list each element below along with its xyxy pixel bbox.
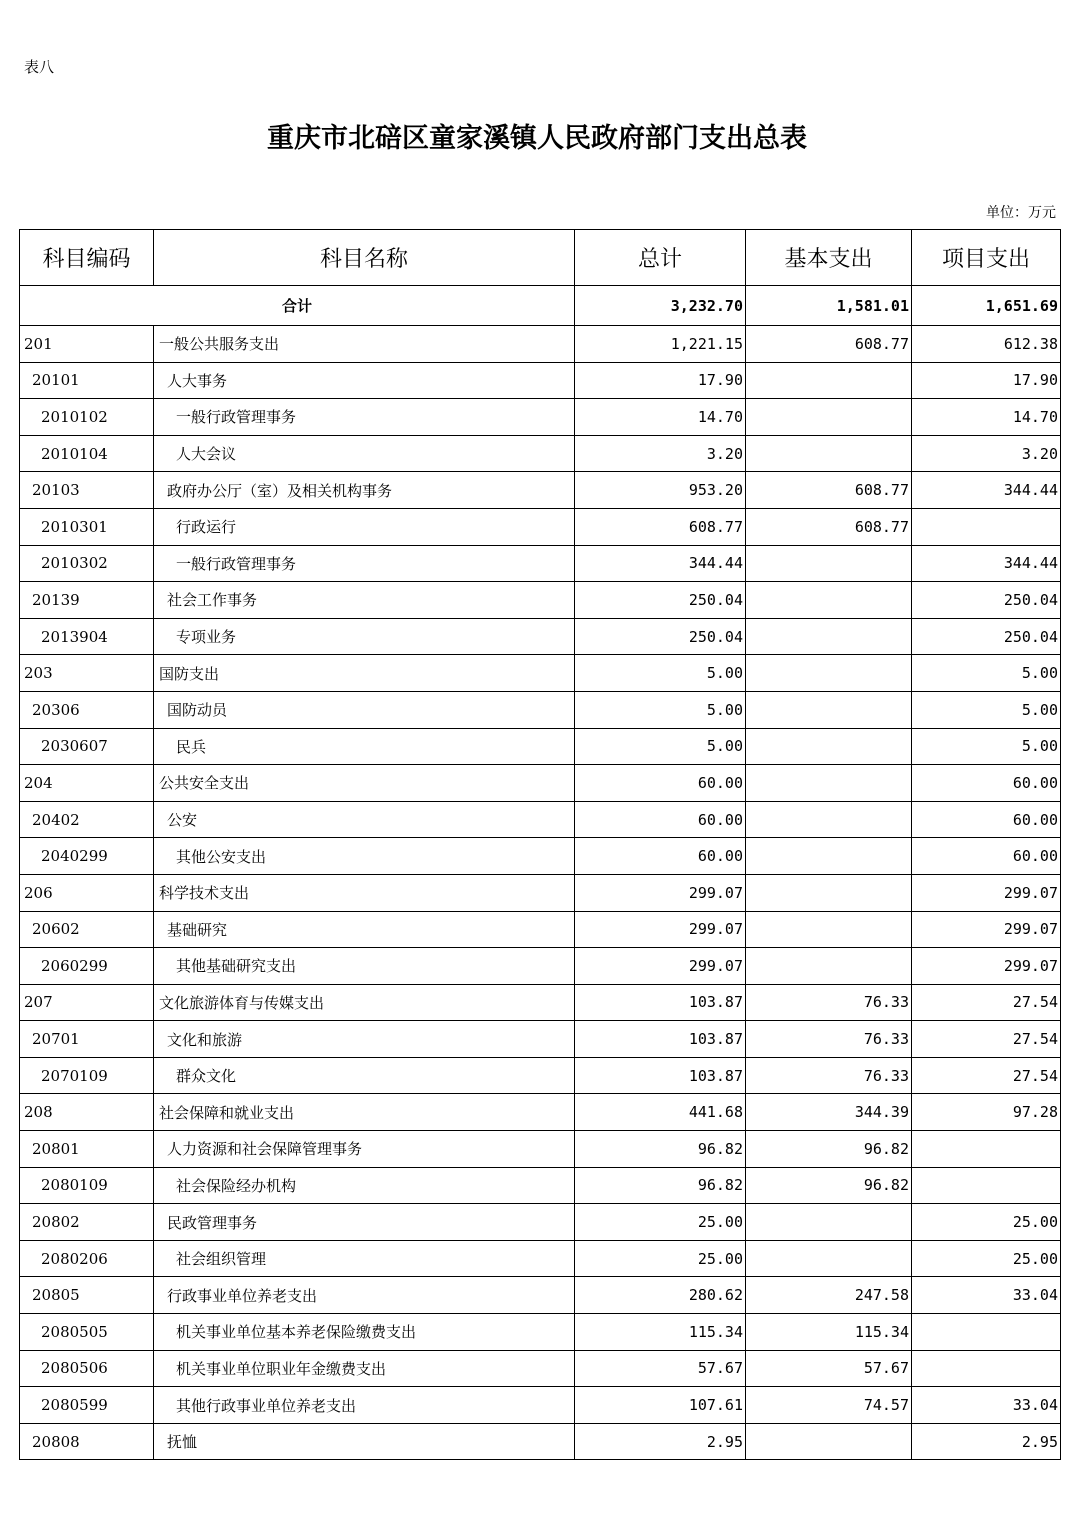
row-code: 20139	[20, 582, 154, 619]
row-code: 20602	[20, 911, 154, 948]
row-project: 33.04	[912, 1277, 1061, 1314]
header-name: 科目名称	[154, 230, 575, 286]
row-basic	[746, 838, 912, 875]
table-row	[20, 874, 1061, 911]
row-total: 57.67	[575, 1350, 746, 1387]
row-project: 299.07	[912, 911, 1061, 948]
row-project: 25.00	[912, 1204, 1061, 1241]
table-row	[20, 911, 1061, 948]
row-total: 299.07	[575, 874, 746, 911]
row-total: 107.61	[575, 1387, 746, 1424]
row-total: 14.70	[575, 399, 746, 436]
row-name: 人大会议	[154, 435, 575, 472]
row-name: 抚恤	[154, 1423, 575, 1460]
row-project: 97.28	[912, 1094, 1061, 1131]
row-project: 27.54	[912, 984, 1061, 1021]
row-basic	[746, 801, 912, 838]
total-project: 1,651.69	[912, 286, 1061, 326]
row-code: 2060299	[20, 948, 154, 985]
row-project: 3.20	[912, 435, 1061, 472]
row-total: 1,221.15	[575, 326, 746, 363]
row-code: 2080506	[20, 1350, 154, 1387]
row-name: 科学技术支出	[154, 874, 575, 911]
row-total: 299.07	[575, 911, 746, 948]
row-total: 250.04	[575, 618, 746, 655]
row-basic	[746, 618, 912, 655]
row-total: 250.04	[575, 582, 746, 619]
row-basic	[746, 399, 912, 436]
table-row	[20, 948, 1061, 985]
table-row	[20, 691, 1061, 728]
table-row	[20, 728, 1061, 765]
row-basic: 57.67	[746, 1350, 912, 1387]
expenditure-table	[19, 229, 1061, 1460]
row-code: 20402	[20, 801, 154, 838]
row-basic: 608.77	[746, 472, 912, 509]
row-project: 250.04	[912, 618, 1061, 655]
total-row	[20, 286, 1061, 326]
row-basic	[746, 1240, 912, 1277]
row-name: 一般行政管理事务	[154, 399, 575, 436]
row-name: 群众文化	[154, 1057, 575, 1094]
row-total: 103.87	[575, 984, 746, 1021]
row-basic	[746, 655, 912, 692]
table-row	[20, 984, 1061, 1021]
table-row	[20, 545, 1061, 582]
row-code: 2070109	[20, 1057, 154, 1094]
table-row	[20, 1387, 1061, 1424]
row-total: 5.00	[575, 728, 746, 765]
row-code: 2010302	[20, 545, 154, 582]
header-total: 总计	[575, 230, 746, 286]
row-name: 民兵	[154, 728, 575, 765]
row-basic: 344.39	[746, 1094, 912, 1131]
row-name: 其他行政事业单位养老支出	[154, 1387, 575, 1424]
row-code: 20306	[20, 691, 154, 728]
row-code: 2080599	[20, 1387, 154, 1424]
table-row	[20, 1240, 1061, 1277]
row-name: 政府办公厅（室）及相关机构事务	[154, 472, 575, 509]
row-name: 公共安全支出	[154, 765, 575, 802]
row-total: 5.00	[575, 655, 746, 692]
row-code: 20805	[20, 1277, 154, 1314]
row-basic	[746, 582, 912, 619]
row-name: 人大事务	[154, 362, 575, 399]
row-total: 953.20	[575, 472, 746, 509]
row-project: 344.44	[912, 545, 1061, 582]
row-basic	[746, 435, 912, 472]
row-project: 33.04	[912, 1387, 1061, 1424]
row-code: 206	[20, 874, 154, 911]
row-project: 27.54	[912, 1021, 1061, 1058]
row-code: 2030607	[20, 728, 154, 765]
row-basic	[746, 362, 912, 399]
row-code: 2080505	[20, 1314, 154, 1351]
row-code: 2040299	[20, 838, 154, 875]
row-total: 103.87	[575, 1021, 746, 1058]
row-name: 一般行政管理事务	[154, 545, 575, 582]
header-project: 项目支出	[912, 230, 1061, 286]
row-name: 一般公共服务支出	[154, 326, 575, 363]
row-code: 204	[20, 765, 154, 802]
row-code: 20103	[20, 472, 154, 509]
row-project: 299.07	[912, 874, 1061, 911]
table-row	[20, 1021, 1061, 1058]
row-basic: 76.33	[746, 1021, 912, 1058]
row-total: 25.00	[575, 1240, 746, 1277]
row-project: 612.38	[912, 326, 1061, 363]
row-code: 2080206	[20, 1240, 154, 1277]
table-row	[20, 765, 1061, 802]
row-name: 基础研究	[154, 911, 575, 948]
row-name: 社会保障和就业支出	[154, 1094, 575, 1131]
row-name: 社会工作事务	[154, 582, 575, 619]
total-sum: 3,232.70	[575, 286, 746, 326]
table-row	[20, 1057, 1061, 1094]
row-name: 其他基础研究支出	[154, 948, 575, 985]
table-row	[20, 1094, 1061, 1131]
row-total: 115.34	[575, 1314, 746, 1351]
header-basic: 基本支出	[746, 230, 912, 286]
row-name: 机关事业单位职业年金缴费支出	[154, 1350, 575, 1387]
row-total: 60.00	[575, 801, 746, 838]
row-code: 2010104	[20, 435, 154, 472]
table-row	[20, 655, 1061, 692]
row-project: 5.00	[912, 691, 1061, 728]
table-row	[20, 1167, 1061, 1204]
row-basic: 74.57	[746, 1387, 912, 1424]
row-total: 96.82	[575, 1131, 746, 1168]
total-basic: 1,581.01	[746, 286, 912, 326]
row-code: 2013904	[20, 618, 154, 655]
table-row	[20, 472, 1061, 509]
row-basic	[746, 545, 912, 582]
row-project	[912, 508, 1061, 545]
row-basic	[746, 1204, 912, 1241]
row-total: 60.00	[575, 765, 746, 802]
table-row	[20, 326, 1061, 363]
row-name: 机关事业单位基本养老保险缴费支出	[154, 1314, 575, 1351]
row-total: 608.77	[575, 508, 746, 545]
row-total: 280.62	[575, 1277, 746, 1314]
row-project: 25.00	[912, 1240, 1061, 1277]
row-total: 17.90	[575, 362, 746, 399]
table-row	[20, 1423, 1061, 1460]
row-code: 20101	[20, 362, 154, 399]
row-project: 60.00	[912, 838, 1061, 875]
row-project: 2.95	[912, 1423, 1061, 1460]
row-code: 20701	[20, 1021, 154, 1058]
row-name: 公安	[154, 801, 575, 838]
row-basic	[746, 948, 912, 985]
table-row	[20, 1350, 1061, 1387]
row-basic: 247.58	[746, 1277, 912, 1314]
row-total: 441.68	[575, 1094, 746, 1131]
row-basic: 608.77	[746, 326, 912, 363]
row-name: 文化和旅游	[154, 1021, 575, 1058]
row-basic: 608.77	[746, 508, 912, 545]
table-row	[20, 362, 1061, 399]
row-total: 60.00	[575, 838, 746, 875]
row-total: 299.07	[575, 948, 746, 985]
row-basic	[746, 691, 912, 728]
table-row	[20, 838, 1061, 875]
row-name: 行政运行	[154, 508, 575, 545]
page-title: 重庆市北碚区童家溪镇人民政府部门支出总表	[267, 123, 807, 154]
total-label: 合计	[20, 286, 575, 326]
table-row	[20, 1277, 1061, 1314]
row-code: 20801	[20, 1131, 154, 1168]
row-project: 5.00	[912, 655, 1061, 692]
row-name: 社会保险经办机构	[154, 1167, 575, 1204]
row-name: 行政事业单位养老支出	[154, 1277, 575, 1314]
row-project: 27.54	[912, 1057, 1061, 1094]
row-basic	[746, 1423, 912, 1460]
row-basic	[746, 911, 912, 948]
row-basic	[746, 728, 912, 765]
row-name: 国防支出	[154, 655, 575, 692]
row-total: 96.82	[575, 1167, 746, 1204]
row-total: 5.00	[575, 691, 746, 728]
row-code: 20808	[20, 1423, 154, 1460]
table-row	[20, 1131, 1061, 1168]
row-basic: 76.33	[746, 1057, 912, 1094]
row-project: 299.07	[912, 948, 1061, 985]
row-name: 文化旅游体育与传媒支出	[154, 984, 575, 1021]
row-project: 60.00	[912, 765, 1061, 802]
row-project: 250.04	[912, 582, 1061, 619]
row-project: 14.70	[912, 399, 1061, 436]
row-code: 208	[20, 1094, 154, 1131]
row-project: 60.00	[912, 801, 1061, 838]
row-total: 103.87	[575, 1057, 746, 1094]
row-basic: 96.82	[746, 1131, 912, 1168]
row-project	[912, 1167, 1061, 1204]
table-row	[20, 508, 1061, 545]
row-total: 2.95	[575, 1423, 746, 1460]
row-basic: 96.82	[746, 1167, 912, 1204]
row-code: 20802	[20, 1204, 154, 1241]
table-row	[20, 399, 1061, 436]
row-total: 344.44	[575, 545, 746, 582]
row-basic	[746, 765, 912, 802]
row-total: 25.00	[575, 1204, 746, 1241]
header-code: 科目编码	[20, 230, 154, 286]
row-basic	[746, 874, 912, 911]
row-code: 2010301	[20, 508, 154, 545]
row-basic: 76.33	[746, 984, 912, 1021]
row-name: 民政管理事务	[154, 1204, 575, 1241]
row-project	[912, 1350, 1061, 1387]
table-number: 表八	[24, 58, 55, 76]
table-row	[20, 1314, 1061, 1351]
row-project: 5.00	[912, 728, 1061, 765]
row-name: 国防动员	[154, 691, 575, 728]
row-code: 201	[20, 326, 154, 363]
table-row	[20, 1204, 1061, 1241]
table-row	[20, 435, 1061, 472]
row-name: 其他公安支出	[154, 838, 575, 875]
row-project	[912, 1131, 1061, 1168]
unit-label: 单位：万元	[986, 205, 1056, 221]
header-row	[20, 230, 1061, 286]
row-code: 2080109	[20, 1167, 154, 1204]
row-project: 344.44	[912, 472, 1061, 509]
row-code: 203	[20, 655, 154, 692]
table-row	[20, 801, 1061, 838]
row-name: 社会组织管理	[154, 1240, 575, 1277]
row-code: 207	[20, 984, 154, 1021]
row-name: 专项业务	[154, 618, 575, 655]
table-row	[20, 582, 1061, 619]
row-basic: 115.34	[746, 1314, 912, 1351]
row-name: 人力资源和社会保障管理事务	[154, 1131, 575, 1168]
row-project	[912, 1314, 1061, 1351]
table-row	[20, 618, 1061, 655]
row-code: 2010102	[20, 399, 154, 436]
row-project: 17.90	[912, 362, 1061, 399]
row-total: 3.20	[575, 435, 746, 472]
